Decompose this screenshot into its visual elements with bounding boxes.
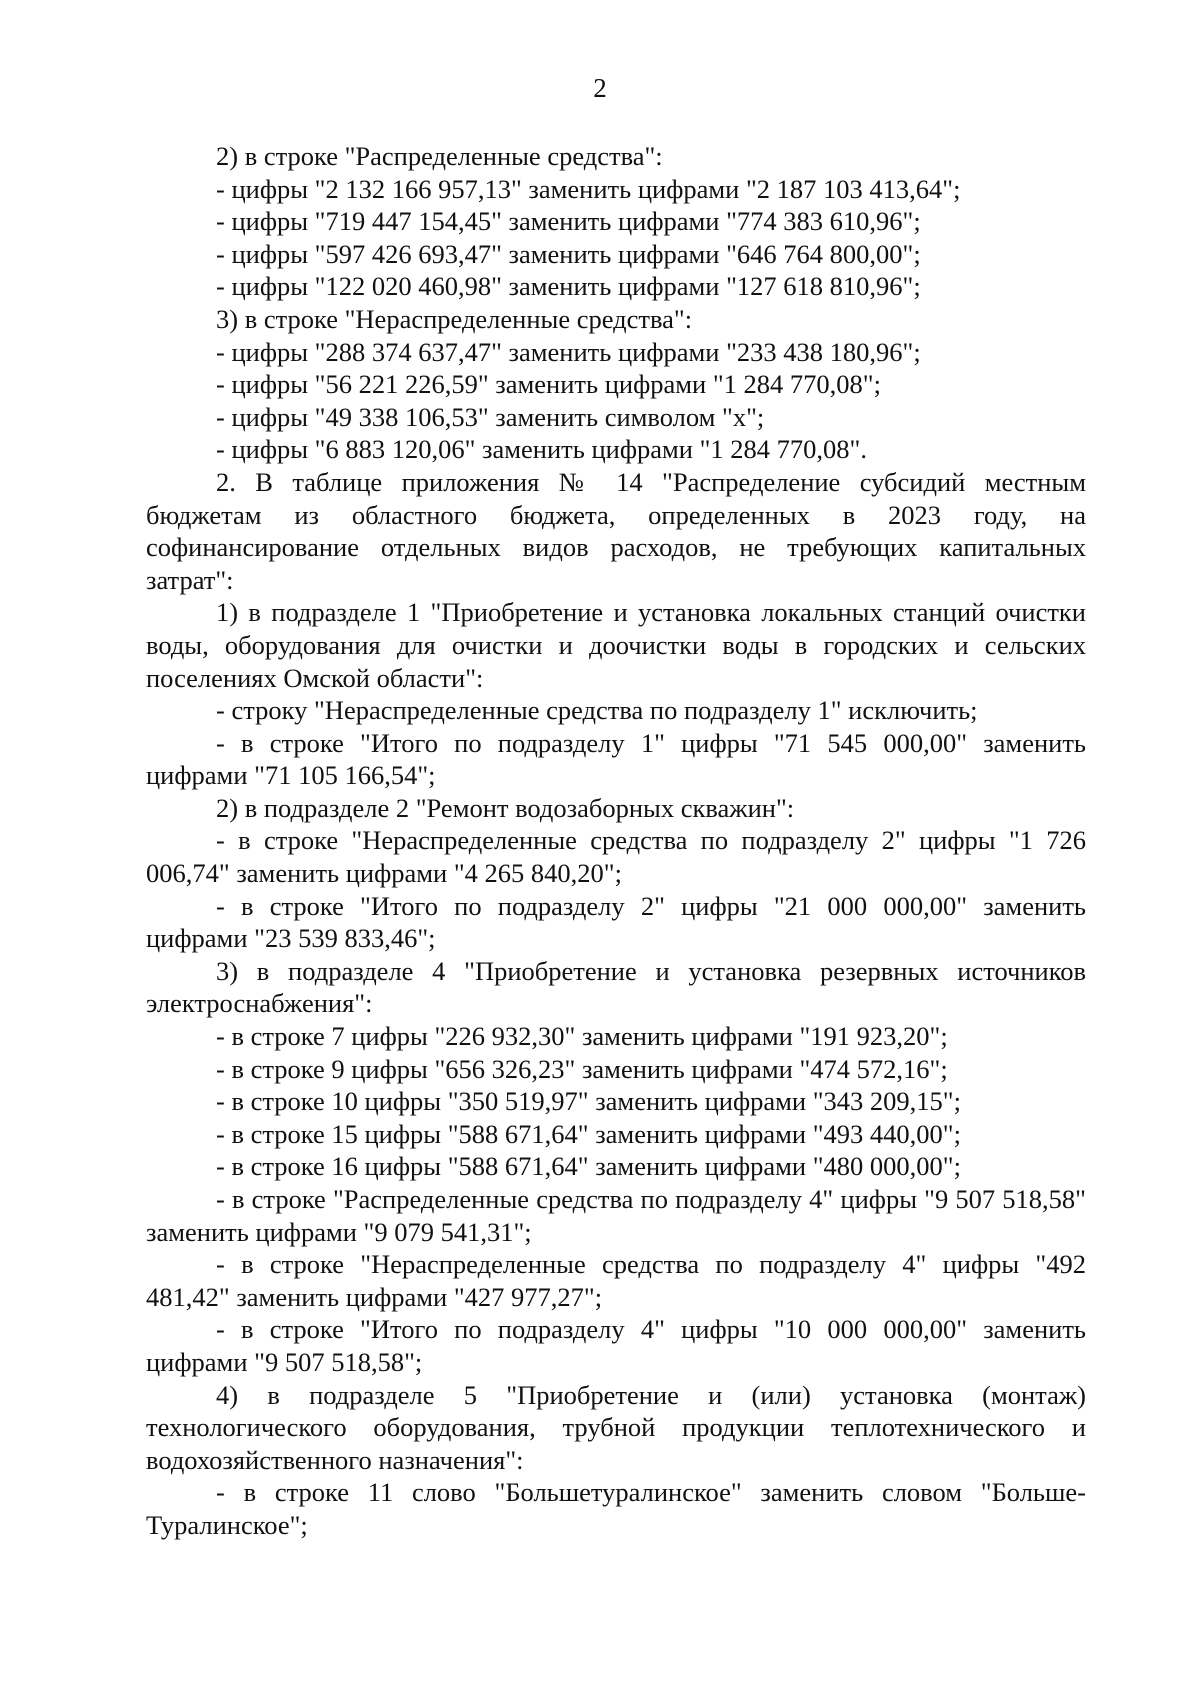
paragraph: - цифры "719 447 154,45" заменить цифрами "774 383 610,96"; [216,206,921,237]
paragraph: 1) в подразделе 1 "Приобретение и установка локальных станций очистки воды, оборудования для очистки и доочистки воды в городских и сельских поселениях Омской области": [146,597,1086,693]
paragraph: - в строке 16 цифры "588 671,64" заменить цифрами "480 000,00"; [216,1151,961,1182]
paragraph: - цифры "49 338 106,53" заменить символом "х"; [216,401,765,432]
paragraph: - в строке "Нераспределенные средства по подразделу 4" цифры "492 481,42" заменить цифрами "427 977,27"; [146,1249,1086,1312]
paragraph: 2) в строке "Распределенные средства": [216,141,663,171]
document-body [146,140,1086,1542]
paragraph: - цифры "122 020 460,98" заменить цифрами "127 618 810,96"; [216,271,921,302]
paragraph: - цифры "2 132 166 957,13" заменить цифрами "2 187 103 413,64"; [216,173,961,204]
paragraph: - в строке "Распределенные средства по подразделу 4" цифры "9 507 518,58" заменить цифрами "9 079 541,31"; [146,1184,1086,1247]
paragraph: - цифры "288 374 637,47" заменить цифрами "233 438 180,96"; [216,336,921,367]
paragraph: - в строке 15 цифры "588 671,64" заменить цифрами "493 440,00"; [216,1118,961,1149]
paragraph: - строку "Нераспределенные средства по подразделу 1" исключить; [216,695,978,726]
paragraph: - цифры "597 426 693,47" заменить цифрами "646 764 800,00"; [216,238,921,269]
paragraph: 2. В таблице приложения № 14 "Распределение субсидий местным бюджетам из областного бюджета, определенных в 2023 году, на софинансирование отдельных видов расходов, не требующих капитальных затрат": [146,466,1086,595]
paragraph: 4) в подразделе 5 "Приобретение и (или) установка (монтаж) технологического оборудования, трубной продукции теплотехнического и водохозяйственного назначения": [146,1379,1086,1475]
paragraph: - в строке 10 цифры "350 519,97" заменить цифрами "343 209,15"; [216,1086,961,1117]
paragraph: - в строке "Итого по подразделу 2" цифры "21 000 000,00" заменить цифрами "23 539 833,46"; [146,890,1086,954]
paragraph: 2) в подразделе 2 "Ремонт водозаборных скважин": [216,792,795,823]
paragraph: - цифры "6 883 120,06" заменить цифрами "1 284 770,08". [216,434,867,465]
paragraph: 3) в подразделе 4 "Приобретение и установка резервных источников электроснабжения": [146,955,1086,1019]
paragraph: - цифры "56 221 226,59" заменить цифрами "1 284 770,08"; [216,369,881,400]
paragraph: - в строке "Итого по подразделу 1" цифры "71 545 000,00" заменить цифрами "71 105 166,54"; [146,727,1086,791]
paragraph: - в строке 7 цифры "226 932,30" заменить цифрами "191 923,20"; [216,1021,948,1052]
paragraph: - в строке 9 цифры "656 326,23" заменить цифрами "474 572,16"; [216,1053,948,1084]
paragraph: - в строке 11 слово "Большетуралинское" заменить словом "Больше-Туралинское"; [146,1477,1086,1540]
paragraph: - в строке "Нераспределенные средства по подразделу 2" цифры "1 726 006,74" заменить цифрами "4 265 840,20"; [146,825,1086,889]
paragraph: 3) в строке "Нераспределенные средства": [216,303,693,334]
page-number: 2 [593,73,607,103]
paragraph: - в строке "Итого по подразделу 4" цифры "10 000 000,00" заменить цифрами "9 507 518,58"; [146,1314,1086,1377]
